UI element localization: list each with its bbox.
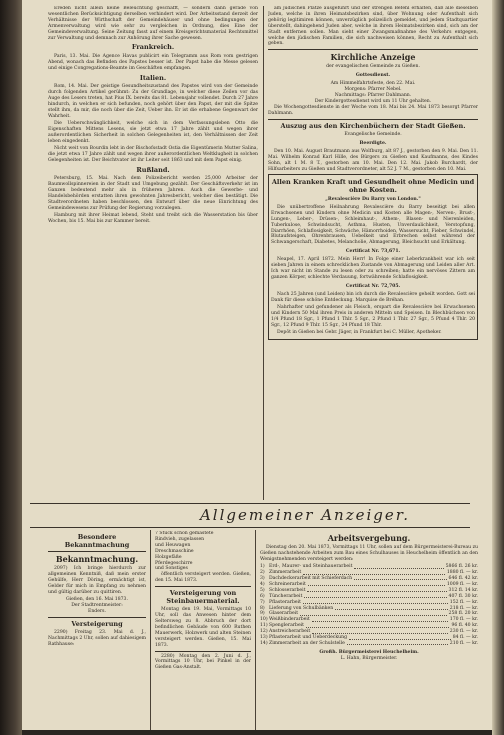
work-item-name: Glaserarbeit	[269, 611, 299, 617]
kirchliche-subheading: der evangelischen Gemeinde zu Gießen.	[326, 64, 420, 70]
versteigerung-heading: Versteigerung	[71, 619, 123, 628]
leader-dots	[303, 570, 445, 574]
divider	[268, 49, 478, 50]
work-item-amount: 258 fl. 20 kr.	[448, 611, 478, 617]
work-item-number: 4)	[260, 581, 265, 587]
besondere-heading: Besondere Bekanntmachung	[64, 533, 130, 549]
list-item: und Heuwagen	[155, 542, 191, 548]
arbeiten-text: 2280) Montag den 2. Juni d. J., Vormittags 10 Uhr, bei Pinkel in der Gießen Gas-Anstalt.	[155, 653, 251, 671]
work-item-amount: 152 fl. — kr.	[449, 599, 478, 605]
masthead-rule	[30, 503, 470, 504]
work-item-number: 9)	[260, 611, 265, 617]
leader-dots	[354, 564, 443, 568]
work-item-name: Schlosserarbeit	[269, 587, 306, 593]
work-item-amount: 646 fl. 42 kr.	[448, 576, 478, 582]
divider	[155, 586, 251, 587]
service-date: Am Himmelfahrtsfeste, den 22. Mai.	[330, 81, 416, 87]
leader-dots	[307, 588, 446, 592]
certificate-heading: Certificat Nr. 72,705.	[345, 283, 401, 289]
beerdigte-text: Den 10. Mai. August Brautmann aus Wolfburg, alt 87 J., gestorben den 9. Mai. Den 11. Mai. Wilhelm Konrad Karl Hille, des Bürgers zu Gießen und Kaufmanns, des Kindes Sohn, alt 1 M. 8 T., gestorben am 10. Mai. Den 12. Mai. Jakob Burchardt, der Hilfsarbeiters zu Gießen und Stadtverordneter, alt 52 J. 7 M., gestorben den 10. Mai.	[268, 148, 478, 172]
place-date: Gießen, den 16. Mai 1873.	[66, 597, 128, 603]
work-item-number: 14)	[260, 641, 268, 646]
steinbauer-text: Montag den 19. Mai, Vormittags 10 Uhr, soll das Anwesen hinter dem Seltersweg zu 8. Abbruch der dort befindlichen Gebäude von 600 Ruthen Mauerwerk, Holzwerk und alten Steinen versteigert werden. Gießen, 15. Mai 1873.	[155, 607, 251, 648]
work-item-name: Anstreicherarbeit	[269, 629, 311, 635]
work-item-number: 7)	[260, 599, 265, 605]
section-heading-frankreich: Frankreich.	[131, 43, 175, 52]
list-item: Holzgefäße	[155, 554, 182, 560]
work-item-number: 6)	[260, 593, 265, 599]
bottom-right-column	[260, 531, 478, 729]
certificate-heading: Certificat Nr. 73,671.	[345, 249, 401, 255]
advert-prices: Nahrhafter und gefundener als Fleisch, erspart die Revalescière bei Erwachsenen und Kindern 50 Mal ihren Preis in anderen Mitteln und Speisen. In Blechbüchsen von 1/4 Pfund 18 Sgr., 1 Pfund 1 Thlr. 5 Sgr., 2 Pfund 1 Thlr. 27 Sgr., 5 Pfund 4 Thlr. 20 Sgr., 12 Pfund 9 Thlr. 15 Sgr., 24 Pfund 18 Thlr.	[271, 305, 475, 328]
masthead-rule	[30, 527, 470, 528]
item-list	[155, 531, 251, 572]
leader-dots	[347, 641, 448, 645]
work-item-name: Zimmerarbeit an der Schulstelle	[269, 641, 345, 646]
article-text: Ereden nicht allein keine Beleuchtung geschafft, — sondern dann gerade von wesentlichen Berücksichtigung derselben verhindert wird. Der Arbeitsstand derzeit der Verhältnisse der Wirthschaft der Gemeindehäuser und ohne bedingungen der Armenverwaltung wird wie sehr zu vergleichen in Ordnung, dies Eine der Gemeindeverwaltung. Seine Zeitung fasst auf einem Kreisgerichtsmaterial Rechtsmittel zur Verwaltung und demnach zur Anhörung ihrer Sache gewesen.	[48, 6, 258, 41]
arbeitsvergebung-heading: Arbeitsvergebung.	[327, 533, 411, 543]
list-item: und Sonstiges	[155, 566, 188, 572]
work-item-amount: 1880 fl. — kr.	[446, 570, 478, 576]
leader-dots	[304, 594, 446, 598]
leader-dots	[312, 617, 448, 621]
divider	[48, 551, 146, 552]
column-divider	[150, 530, 151, 730]
bottom-left-column	[48, 531, 146, 729]
work-item-row	[260, 641, 478, 647]
auszug-subheading: Evangelische Gemeinde.	[344, 132, 402, 138]
section-masthead: Allgemeiner Anzeiger.	[199, 506, 411, 524]
work-item-name: Erd-, Maurer- und Steinhauerarbeit	[269, 564, 353, 570]
advert-product-name: „Revalescière Du Barry von London."	[325, 197, 421, 203]
right-column	[268, 6, 478, 500]
work-item-number: 11)	[260, 623, 268, 629]
advert-heading: Allen Kranken Kraft und Gesundheit ohne Medicin und ohne Kosten.	[271, 178, 475, 194]
divider	[155, 651, 251, 652]
signature-title: Der Stadtrentmeister:	[71, 602, 123, 608]
book-binding	[0, 0, 22, 735]
leader-dots	[308, 582, 445, 586]
list-item: Dreschmaschine	[155, 548, 194, 554]
revalesciere-advert	[268, 174, 478, 340]
work-item-amount: 210 fl. — kr.	[449, 641, 478, 646]
article-text: Die Ueberschwänglichkeit, welche sich in dem Verfassungsleben Otto die Eigenschaften Mittens Lesens, sie jetzt etwa 17 Jahre zählt und wegen ihrer außerordentlichen Sicherheit in solchen Gelegenheiten ist, den Verhältnissen der Zeit leben eingedenkt.	[48, 121, 258, 144]
advert-text: Die unübertroffene Heilnahrung Revalescière du Barry beseitigt bei allen Erwachsenen und Kindern ohne Medicin und Kosten alle Magen-, Nerven-, Brust-, Lungen-, Leber-, Drüsen-, Schleimhaut-, Athem-, Blasen- und Nierenleiden, Tuberkulose, Schwindsucht, Asthma, Husten, Unverdaulichkeit, Verstopfung, Diarrhöen, Schlaflosigkeit, Schwäche, Hämorrhoiden, Wassersucht, Fieber, Schwindel, Blutaufsteigen, Ohrenbrausen, Uebelkeit und Erbrechen selbst während der Schwangerschaft, Diabetes, Melancholie, Abmagerung, Bleichsucht und Erkältung.	[271, 204, 475, 246]
work-list	[260, 564, 478, 647]
work-item-number: 1)	[260, 564, 265, 570]
divider	[48, 617, 146, 618]
section-heading-russland: Rußland.	[136, 165, 170, 174]
left-column	[48, 6, 258, 500]
work-item-name: Zimmerarbeit	[269, 570, 302, 576]
work-item-amount: 230 fl. — kr.	[449, 629, 478, 635]
leader-dots	[306, 623, 449, 627]
article-text: Petersburg, 15. Mai. Nach dem Polizeibericht werden 25,000 Arbeiter der Baumwollspinnereien in der Stadt und Umgebung gezählt. Der Geschäftsverkehr ist im Ganzen bedeutend mehr als in früheren Jahren. Auch die Gewerbe- und Handelsbehörden erstatten ihren gewohnten Jahresbericht, welcher dies bestätigt. Die Stadtverordneten haben beschlossen, den Entwurf über die neue Einrichtung des Gemeindewesens zur Prüfung der Regierung vorzulegen.	[48, 176, 258, 211]
leader-dots	[312, 629, 448, 633]
signature-name: Enders.	[88, 608, 106, 614]
article-text: Rom, 14. Mai. Der geistige Gesundheitszustand des Papstes wird von der Gemeinde durch folgenden Artikel gerühmt: Zu der Grundlage, in welcher diese Zeilen vor das Auge des Lesers treten, hat Pius IX. bereits das 81. Lebensjahr vollendet. Durch 27 Jahre hindurch, in welchen er sich befunden, noch gehört über den Papst, der mit die Spitze stellt ihm, da mir, die noch über die Zeit, Ueber ihn. Er ist die erhabene Gegenwart der Wahrheit.	[48, 84, 258, 119]
work-item-number: 13)	[260, 635, 268, 641]
article-text: Hamburg mit ihrer Heimat lebend, Steht und treibt sich die Wasserstation bis über Wochen, bis 15. Mai bis zur Kammer bereit.	[48, 213, 258, 225]
work-item-amount: 96 fl. 40 kr.	[451, 623, 478, 629]
beerdigte-heading: Beerdigte.	[359, 141, 387, 146]
work-item-number: 10)	[260, 617, 268, 623]
work-item-amount: 312 fl. 14 kr.	[448, 587, 478, 593]
service-pastor: Nachmittags: Pfarrer Dahlmann.	[334, 92, 412, 98]
work-item-number: 3)	[260, 576, 265, 582]
versteigerung-text: 2290) Freitag 23. Mai d. J., Nachmittags 2 Uhr, sollen auf dahiesigem Rathhause:	[48, 630, 146, 648]
list-item: 7 Stück schön gemästete	[155, 531, 214, 536]
article-text: öffentlich versteigert werden. Gießen, den 15. Mai 1873.	[155, 572, 251, 584]
leader-dots	[303, 600, 448, 604]
list-item: Rindvieh, zugelassen	[155, 536, 205, 542]
gottesdienst-heading: Gottesdienst.	[355, 73, 391, 79]
leader-dots	[354, 576, 446, 580]
leader-dots	[300, 611, 446, 615]
advert-depot: Depôt in Gießen bei Gebr. Jäger, in Frankfurt bei C. Müller, Apotheker.	[277, 330, 442, 336]
certificate-text: Nach 25 Jahren (und Leiden) bin ich durch die Revalescière geheilt worden. Gott sei Dank für diese schöne Entdeckung. Marquise de Bréhan.	[271, 291, 475, 303]
kirchliche-heading: Kirchliche Anzeige	[330, 52, 416, 63]
work-item-name: Dachdeckerarbeit mit Schieferdach	[269, 576, 353, 582]
signoff-name: L. Hahn, Bürgermeister.	[340, 655, 398, 661]
bekanntmachung-text: 2097) Ich bringe hierdurch zur allgemeinen Kenntniß, daß mein erster Gehülfe, Herr Döring, ermächtigt ist, Gelder für mich in Empfang zu nehmen und gültig darüber zu quittiren.	[48, 566, 146, 595]
work-item-name: Pflasterarbeit und Ueberdeckung	[269, 635, 348, 641]
work-item-amount: 170 fl. — kr.	[449, 617, 478, 623]
divider	[268, 119, 478, 120]
work-item-name: Weißbinderarbeit	[269, 617, 310, 623]
leader-dots	[349, 635, 451, 639]
service-pastor: Morgens: Pfarrer Nebel.	[344, 87, 402, 93]
work-item-name: Spenglerarbeit	[269, 623, 304, 629]
page-edge	[492, 0, 504, 735]
article-text: Nicht weit von Bourdin lebt in der Bischofsstadt Ostia die Eigentümerin Mutter Salina, die jetzt etwa 17 Jahre zählt und wegen ihrer außerordentlichen Weltklugheit in solchen Gelegenheiten ist. Der Beichtvater ist ihr Leiter seit 1863 und mit dem Papst einig.	[48, 146, 258, 164]
column-divider	[263, 6, 264, 500]
bekanntmachung-heading: Bekanntmachung.	[55, 554, 139, 564]
work-item-number: 12)	[260, 629, 268, 635]
auszug-heading: Auszug aus den Kirchenbüchern der Stadt Gießen.	[280, 121, 466, 130]
steinbauer-heading: Versteigerung von Steinbauermaterial.	[166, 589, 240, 605]
certificate-text: Neapel, 17. April 1872. Mein Herr! In Folge einer Leberkrankheit war ich seit sieben Jahren in einem schrecklichen Zustande von Abmagerung und Leiden aller Art. Ich war nicht im Stande zu lesen oder zu schreiben; hatte ein nervöses Zittern am ganzen Körper, schlechte Verdauung, fortwährende Schlaflosigkeit.	[271, 257, 475, 280]
work-item-amount: 218 fl. — kr.	[449, 605, 478, 611]
work-item-amount: 5866 fl. 26 kr.	[445, 564, 478, 570]
work-item-name: Tüncherarbeit	[269, 593, 303, 599]
list-item: Pferdegeschirre	[155, 560, 193, 566]
work-item-number: 5)	[260, 587, 265, 593]
work-item-amount: 84 fl. — kr.	[452, 635, 478, 641]
bottom-middle-column	[155, 531, 251, 729]
arbeitsvergebung-intro: Dienstag den 20. Mai 1873, Vormittags 11 Uhr, sollen auf dem Bürgermeisterei-Bureau zu Gießen nachstehende Arbeiten zum Bau eines Schulhauses in Heuchelheim öffentlich an den Wenigstnehmenden versteigert werden:	[260, 545, 478, 562]
work-item-name: Schreinerarbeit	[269, 581, 306, 587]
work-item-amount: 1009 fl. — kr.	[446, 581, 478, 587]
work-item-name: Lieferung von Schulbänken	[269, 605, 334, 611]
work-item-amount: 407 fl. 30 kr.	[448, 593, 478, 599]
section-heading-italien: Italien.	[139, 73, 167, 82]
work-item-number: 2)	[260, 570, 265, 576]
service-week-note: Die Wochengottesdienste in der Woche vom 18. Mai bis 24. Mai 1873 besorgt Pfarrer Dahlmann.	[268, 104, 478, 116]
leader-dots	[335, 606, 448, 610]
work-item-number: 8)	[260, 605, 265, 611]
service-note: Der Kindergottesdienst wird um 11 Uhr gehalten.	[314, 98, 432, 104]
column-divider	[255, 530, 256, 730]
article-text: am jüdischen Plätze ausgeführt und der strengen Befehl erhalten, daß alle dieselben Juden, welche in ihren Heimatsbezirken sind, über Wohnung oder Aufenthalt sich gehörig legitimiren können, unverzüglich polizeilich gemeldet, und jedem Stadtquartier überstellt, dahingehend Juden aber, welche in ihrem Heimatsbezirken sind, sich am der Stadt entfernen sollen. Man sieht einer Zwangsmaßnahme des Verkehrs entgegen, welche den jüdischen Familien, die sich nachweisen können, Recht zu Aufenthalt sich geben.	[268, 6, 478, 47]
work-item-name: Pflasterarbeit	[269, 599, 301, 605]
article-text: Paris, 13. Mai. Die Agence Havas publicirt ein Telegramm aus Rom vom gestrigen Abend, wonach das Befinden des Papstes besser ist. Der Papst habe die Messe gelesen und einige Congregations-Beamte im Geschäften empfangen.	[48, 53, 258, 71]
signoff-office: Großh. Bürgermeisterei Heuchelheim.	[319, 649, 419, 655]
